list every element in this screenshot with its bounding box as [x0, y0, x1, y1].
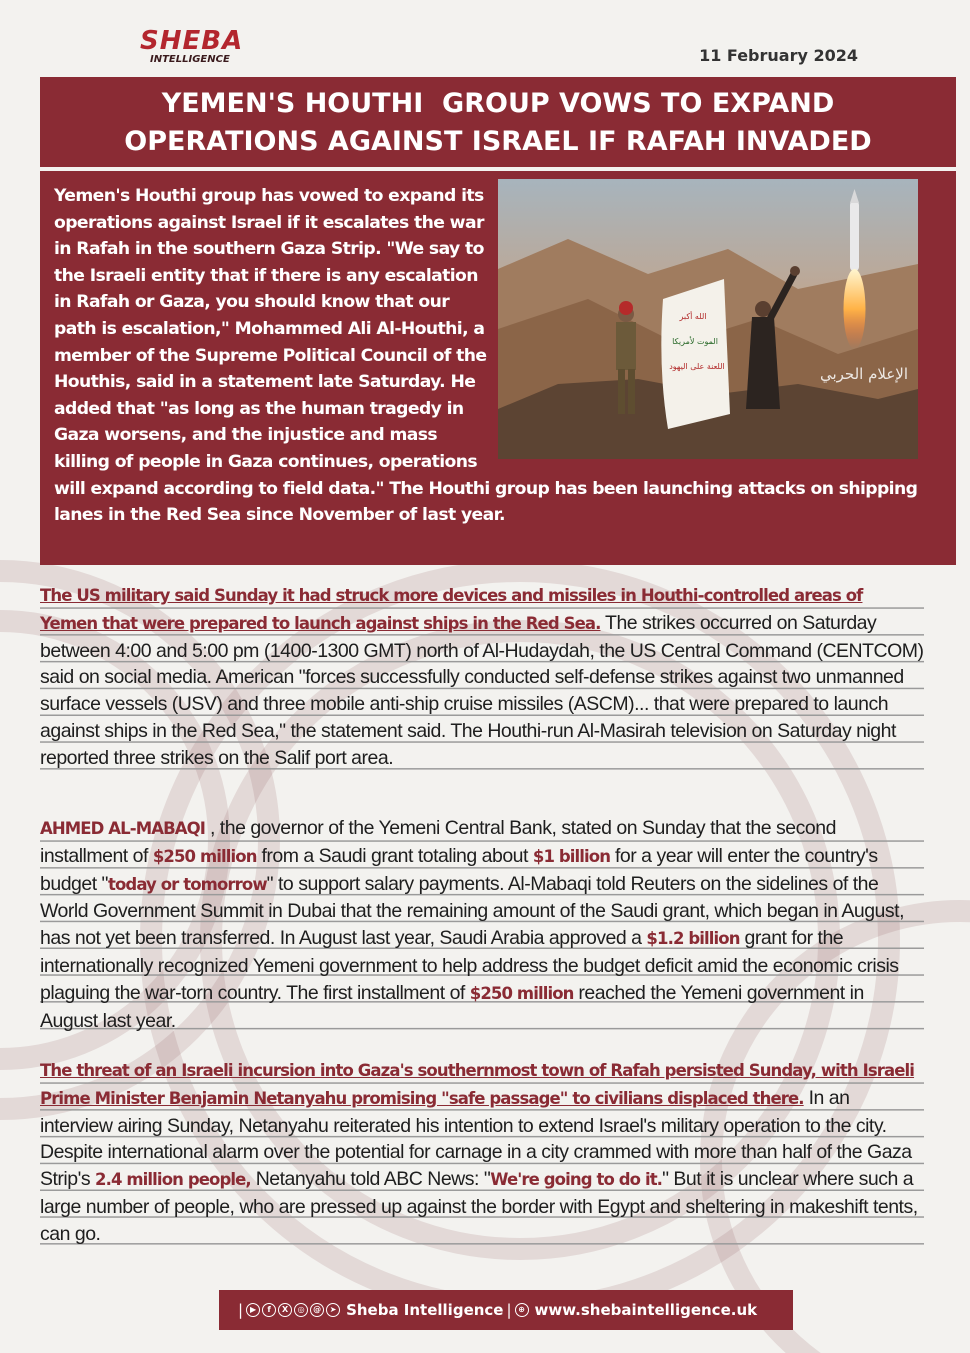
body-text: Netanyahu told ABC News: " — [250, 1168, 491, 1191]
article-section-us-strikes — [40, 582, 924, 772]
separator: | — [238, 1301, 244, 1319]
brand-logo — [140, 28, 243, 66]
body-text: grant for the internationally recognized Yemeni government to help address the budget deficit amid the economic crisis plaguing the war-torn country. The first installment of — [40, 927, 899, 1004]
highlight-amount: $250 million — [469, 983, 574, 1003]
article-photo — [498, 179, 918, 459]
section-body: The strikes occurred on Saturday between 4:00 and 5:00 pm (1400-1300 GMT) north of Al-Hudaydah, the US Central Command (CENTCOM) said on social media. American "forces successfully conducted self-defense strikes against two unmanned surface vessels (USV) and three mobile anti-ship cruise missiles (ASCM)... that were prepared to launch against ships in the Red Sea," the statement said. The Houthi-run Al-Masirah television on Saturday night reported three strikes on the Salif port area. — [40, 611, 924, 769]
body-text: from a Saudi grant totaling about — [256, 844, 533, 867]
body-text: reached the Yemeni government in August last year. — [40, 981, 864, 1032]
body-text: , the governor of the Yemeni Central Bank, stated on Sunday that the second installment of — [40, 817, 836, 867]
photo-scene — [498, 179, 918, 459]
brand-subtitle: INTELLIGENCE — [150, 54, 230, 65]
headline-line-2: OPERATIONS AGAINST ISRAEL IF RAFAH INVADED — [124, 126, 872, 157]
youtube-icon[interactable]: ▶ — [246, 1303, 260, 1317]
intro-paragraph: Yemen's Houthi group has vowed to expand its operations against Israel if it escalates the war in Rafah in the southern Gaza Strip. "We say to the Israeli entity that if there is any escalation in Rafah or Gaza, you should know that our path is escalation," Mohammed Ali Al-Houthi, a member of the Supreme Political Council of the Houthis, said in a statement late Saturday. He added that "as long as the human tragedy in Gaza worsens, and the injustice and mass killing of people in Gaza continues, operations will expand according to field data." The Houthi group has been launching attacks on shipping lanes in the Red Sea since November of last year. — [54, 186, 918, 526]
publication-date: 11 February 2024 — [699, 46, 858, 65]
flag — [661, 279, 730, 429]
svg-text:الله أكبر: الله أكبر — [679, 312, 707, 321]
section-lead: The US military said Sunday it had struck more devices and missiles in Houthi-controlled areas of Yemen that were prepared to launch against ships in the Red Sea. — [40, 586, 863, 633]
threads-icon[interactable]: @ — [310, 1303, 324, 1317]
footer-website-link[interactable]: www.shebaintelligence.uk — [534, 1301, 758, 1319]
instagram-icon[interactable]: ◎ — [294, 1303, 308, 1317]
highlight-amount: $1.2 billion — [646, 929, 740, 949]
photo-watermark: الإعلام الحربي — [819, 365, 908, 383]
highlight-quote: We're going to do it. — [490, 1170, 663, 1190]
intro-panel — [40, 171, 956, 565]
section-lead: The threat of an Israeli incursion into Gaza's southernmost town of Rafah persisted Sunday, with Israeli Prime Minister Benjamin Netanyahu promising "safe passage" to civilians displaced there. — [40, 1061, 915, 1108]
headline-banner — [40, 77, 956, 167]
section-text — [40, 815, 924, 1034]
x-icon[interactable]: X — [278, 1303, 292, 1317]
body-text: " to support salary payments. Al-Mabaqi told Reuters on the sidelines of the World Government Summit in Dubai that the remaining amount of the Saudi grant, which began in August, has not yet been transferred. In August last year, Saudi Arabia approved a — [40, 872, 904, 950]
highlight-amount: $1 billion — [532, 846, 611, 866]
footer-brand-name: Sheba Intelligence — [346, 1301, 504, 1319]
section-text — [40, 582, 924, 772]
article-section-central-bank — [40, 815, 924, 1034]
svg-text:الموت لأمريكا: الموت لأمريكا — [672, 337, 718, 346]
svg-text:اللعنة على اليهود: اللعنة على اليهود — [669, 362, 725, 371]
facebook-icon[interactable]: f — [262, 1303, 276, 1317]
person-name: AHMED AL-MABAQI — [40, 819, 206, 838]
body-text: " But it is unclear where such a large number of people, who are pressed up against the border with Egypt and sheltering in makeshift tents, can go. — [40, 1168, 918, 1245]
highlight-number: 2.4 million people, — [95, 1170, 251, 1190]
highlight-quote: today or tomorrow — [107, 874, 267, 894]
footer-bar — [219, 1290, 793, 1330]
telegram-icon[interactable]: ➤ — [326, 1303, 340, 1317]
highlight-amount: $250 million — [152, 846, 257, 866]
article-section-rafah — [40, 1057, 924, 1248]
headline-line-1: YEMEN'S HOUTHI GROUP VOWS TO EXPAND — [161, 88, 835, 119]
section-text — [40, 1057, 924, 1248]
body-text: In an interview airing Sunday, Netanyahu reiterated his intention to extend Israel's military operation to the city. Despite international alarm over the potential for carnage in a city crammed with more than half of the Gaza Strip's — [40, 1086, 912, 1191]
separator: | — [506, 1301, 512, 1319]
body-text: for a year will enter the country's budget " — [40, 844, 878, 895]
brand-name: SHEBA — [140, 26, 244, 56]
globe-icon: ⊕ — [515, 1303, 529, 1317]
